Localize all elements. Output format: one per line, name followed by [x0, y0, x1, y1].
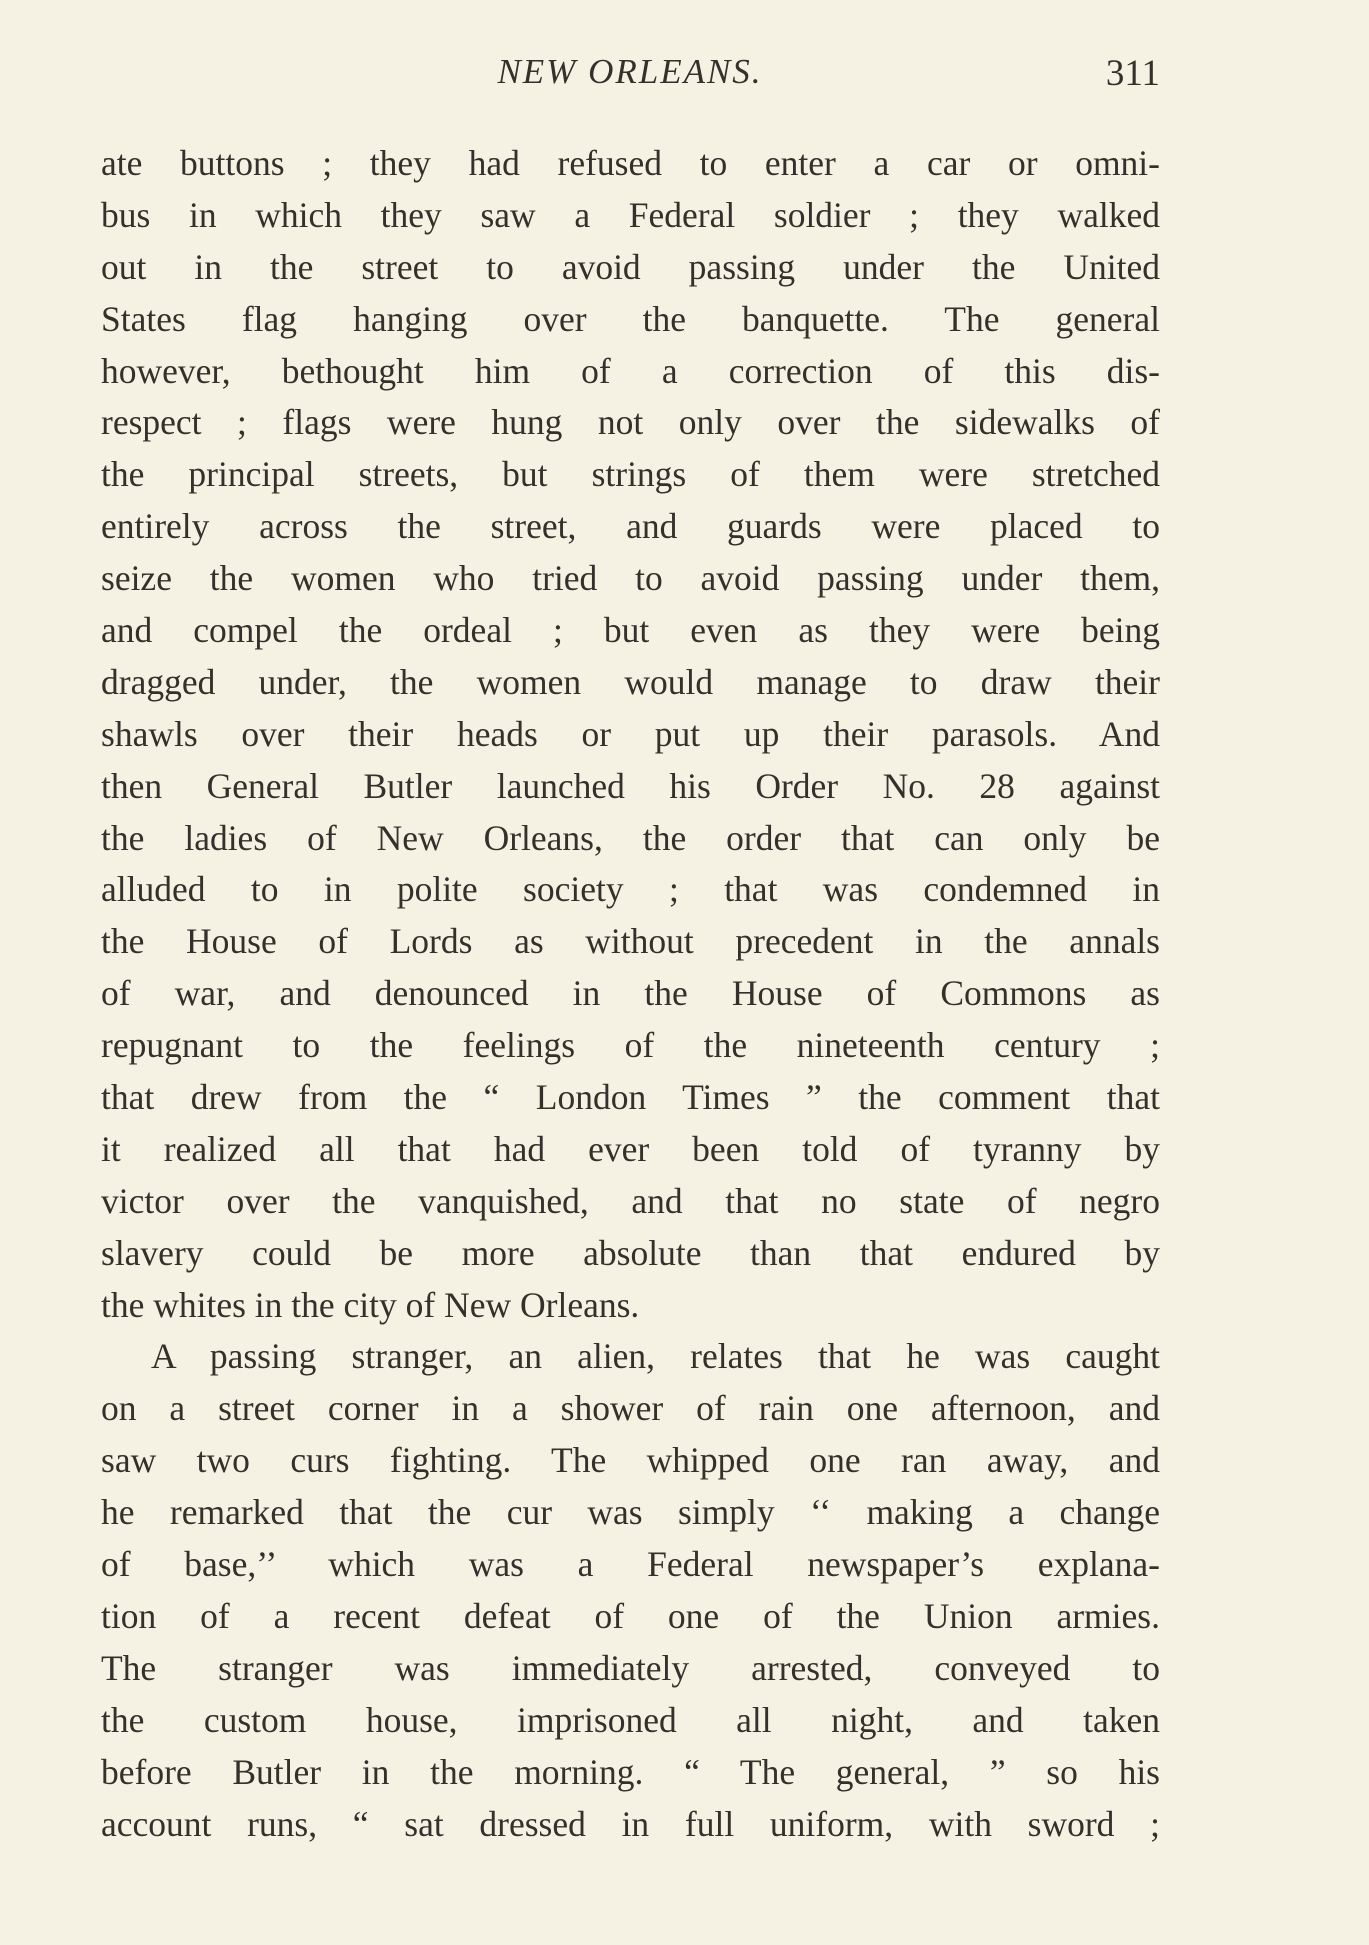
text-line: dragged under, the women would manage to draw their	[101, 661, 1160, 702]
text-line: account runs, “ sat dressed in full uniform, with sword ;	[101, 1803, 1160, 1844]
text-line: the House of Lords as without precedent in the annals	[101, 921, 1160, 962]
text-line: shawls over their heads or put up their parasols. And	[101, 713, 1160, 754]
paragraph-start-line: A passing stranger, an alien, relates that he was caught	[151, 1336, 1160, 1377]
body-text	[101, 138, 1160, 1850]
page-number: 311	[1105, 53, 1160, 94]
text-line: bus in which they saw a Federal soldier ; they walked	[101, 194, 1160, 235]
text-line: that drew from the “ London Times ” the comment that	[101, 1077, 1160, 1118]
text-line: The stranger was immediately arrested, conveyed to	[101, 1647, 1160, 1688]
text-line: he remarked that the cur was simply ‘‘ making a change	[101, 1492, 1160, 1533]
text-line: victor over the vanquished, and that no state of negro	[101, 1180, 1160, 1221]
text-line: the ladies of New Orleans, the order that can only be	[101, 817, 1160, 858]
text-line: it realized all that had ever been told of tyranny by	[101, 1128, 1160, 1169]
text-line: slavery could be more absolute than that endured by	[101, 1232, 1160, 1273]
text-line: repugnant to the feelings of the nineteenth century ;	[101, 1025, 1160, 1066]
running-head	[100, 52, 1160, 112]
text-line: tion of a recent defeat of one of the Union armies.	[101, 1595, 1160, 1636]
text-line: ate buttons ; they had refused to enter a car or omni-	[101, 143, 1160, 183]
text-line: of base,’’ which was a Federal newspaper’s explana-	[101, 1544, 1160, 1585]
text-line: out in the street to avoid passing under the United	[101, 246, 1160, 287]
running-title: NEW ORLEANS.	[497, 52, 763, 91]
text-line: seize the women who tried to avoid passing under them,	[101, 558, 1160, 599]
text-line: alluded to in polite society ; that was condemned in	[101, 869, 1160, 910]
text-line: entirely across the street, and guards were placed to	[101, 506, 1160, 547]
text-line: the custom house, imprisoned all night, and taken	[101, 1699, 1160, 1740]
text-line: then General Butler launched his Order No. 28 against	[101, 765, 1160, 806]
text-line: and compel the ordeal ; but even as they were being	[101, 610, 1160, 651]
paragraph-end-line: the whites in the city of New Orleans.	[101, 1284, 640, 1325]
text-line: on a street corner in a shower of rain one afternoon, and	[101, 1388, 1160, 1429]
text-line: of war, and denounced in the House of Commons as	[101, 973, 1160, 1014]
text-line: saw two curs fighting. The whipped one ran away, and	[101, 1440, 1160, 1481]
text-line: respect ; flags were hung not only over the sidewalks of	[101, 402, 1160, 443]
text-line: before Butler in the morning. “ The general, ” so his	[101, 1751, 1160, 1792]
text-line: the principal streets, but strings of them were stretched	[101, 454, 1160, 495]
text-line: however, bethought him of a correction of this dis-	[101, 350, 1160, 391]
text-line: States flag hanging over the banquette. The general	[101, 298, 1160, 339]
